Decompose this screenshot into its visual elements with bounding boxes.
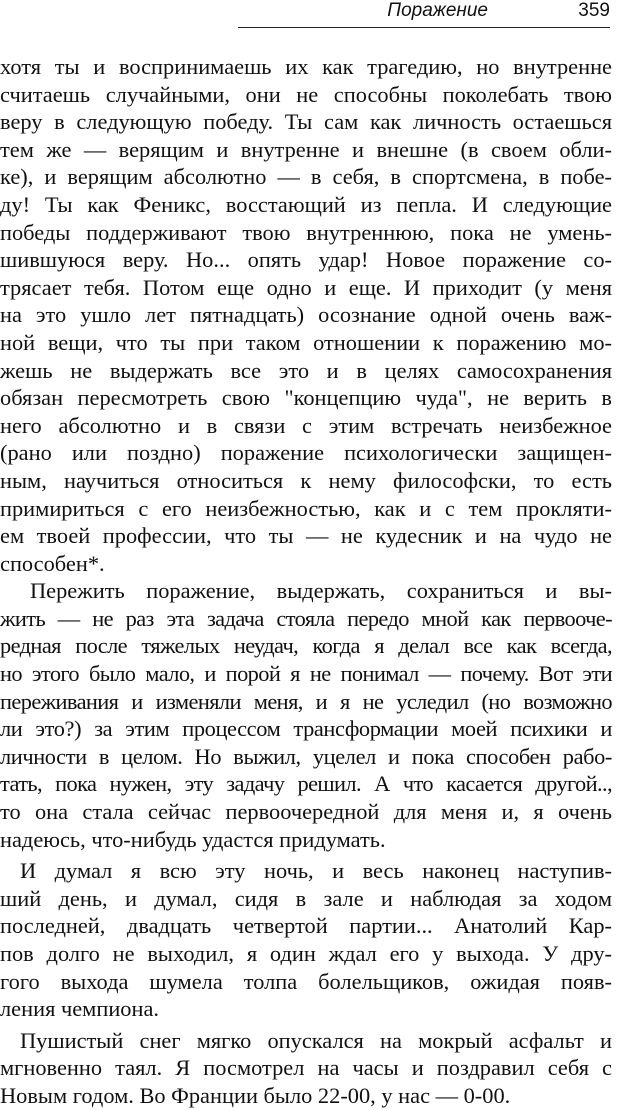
- text-line: личности в целом. Но выжил, уцелел и пока способен рабо-: [0, 743, 612, 769]
- text-line: примириться с его неизбежностью, как и с тем прокляти-: [0, 495, 612, 521]
- text-line: ду! Ты как Феникс, восстающий из пепла. И следующие: [0, 191, 612, 217]
- text-line: ем твоей профессии, что ты — не кудесник и на чудо не: [0, 523, 612, 549]
- chapter-title: Поражение: [387, 0, 488, 21]
- text-line: то она стала сейчас первоочередной для меня и, я очень: [0, 799, 612, 825]
- text-line: но этого было мало, и порой я не понимал — почему. Вот эти: [0, 661, 612, 687]
- paragraph-2: [0, 577, 612, 853]
- text-line: жить — не раз эта задача стояла передо мной как первооче-: [0, 605, 612, 631]
- text-line: трясает тебя. Потом еще одно и еще. И приходит (у меня: [0, 274, 612, 300]
- text-line: надеюсь, что-нибудь удастся придумать.: [0, 826, 386, 852]
- text-line: последней, двадцать четвертой партии... Анатолий Кар-: [0, 913, 612, 939]
- text-line: считаешь случайными, они не способны поколебать твою: [0, 81, 612, 107]
- text-line: ли это?) за этим процессом трансформации моей психики и: [0, 716, 612, 742]
- page-number: 359: [578, 0, 610, 21]
- text-line: ной вещи, что ты при таком отношении к поражению мо-: [0, 329, 612, 355]
- text-line: Пережить поражение, выдержать, сохраниться и вы-: [30, 578, 612, 604]
- text-line: (рано или поздно) поражение психологически защищен-: [0, 440, 612, 466]
- body-text: [0, 53, 612, 1110]
- text-line: на это ушло лет пятнадцать) осознание одной очень важ-: [0, 302, 612, 328]
- paragraph-4: [0, 1027, 612, 1110]
- text-line: победы поддерживают твою внутреннюю, пока не умень-: [0, 219, 612, 245]
- text-line: ным, научиться относиться к нему философски, то есть: [0, 467, 612, 493]
- text-line: веру в следующую победу. Ты сам как личность остаешься: [0, 109, 612, 135]
- text-line: Новым годом. Во Франции было 22-00, у нас — 0-00.: [0, 1082, 511, 1108]
- paragraph-3: [0, 857, 612, 1023]
- text-line: шившуюся веру. Но... опять удар! Новое поражение со-: [0, 247, 612, 273]
- text-line: него абсолютно и в связи с этим встречать неизбежное: [0, 412, 612, 438]
- running-header: [238, 0, 610, 28]
- text-line: ший день, и думал, сидя в зале и наблюдая за ходом: [0, 885, 612, 911]
- text-line: обязан пересмотреть свою "концепцию чуда", не верить в: [0, 385, 612, 411]
- text-line: ления чемпиона.: [0, 996, 160, 1022]
- text-line: тем же — верящим и внутренне и внешне (в своем обли-: [0, 136, 612, 162]
- text-line: переживания и изменяли меня, и я не уследил (но возможно: [0, 688, 612, 714]
- text-line: способен*.: [0, 550, 105, 576]
- text-line: жешь не выдержать все это и в целях самосохранения: [0, 357, 612, 383]
- text-line: редная после тяжелых неудач, когда я делал все как всегда,: [0, 633, 612, 659]
- text-line: Пушистый снег мягко опускался на мокрый асфальт и: [20, 1027, 612, 1053]
- paragraph-1: [0, 53, 612, 577]
- text-line: пов долго не выходил, я один ждал его у выхода. У дру-: [0, 941, 612, 966]
- text-line: мгновенно таял. Я посмотрел на часы и поздравил себя с: [0, 1055, 612, 1081]
- text-line: тать, пока нужен, эту задачу решил. А что касается другой..,: [0, 771, 612, 797]
- text-line: И думал я всю эту ночь, и весь наконец наступив-: [20, 858, 612, 884]
- text-line: хотя ты и воспринимаешь их как трагедию, но внутренне: [0, 54, 612, 79]
- text-line: гого выхода шумела толпа болельщиков, ожидая появ-: [0, 968, 612, 994]
- text-line: ке), и верящим абсолютно — в себя, в спортсмена, в побе-: [0, 164, 612, 190]
